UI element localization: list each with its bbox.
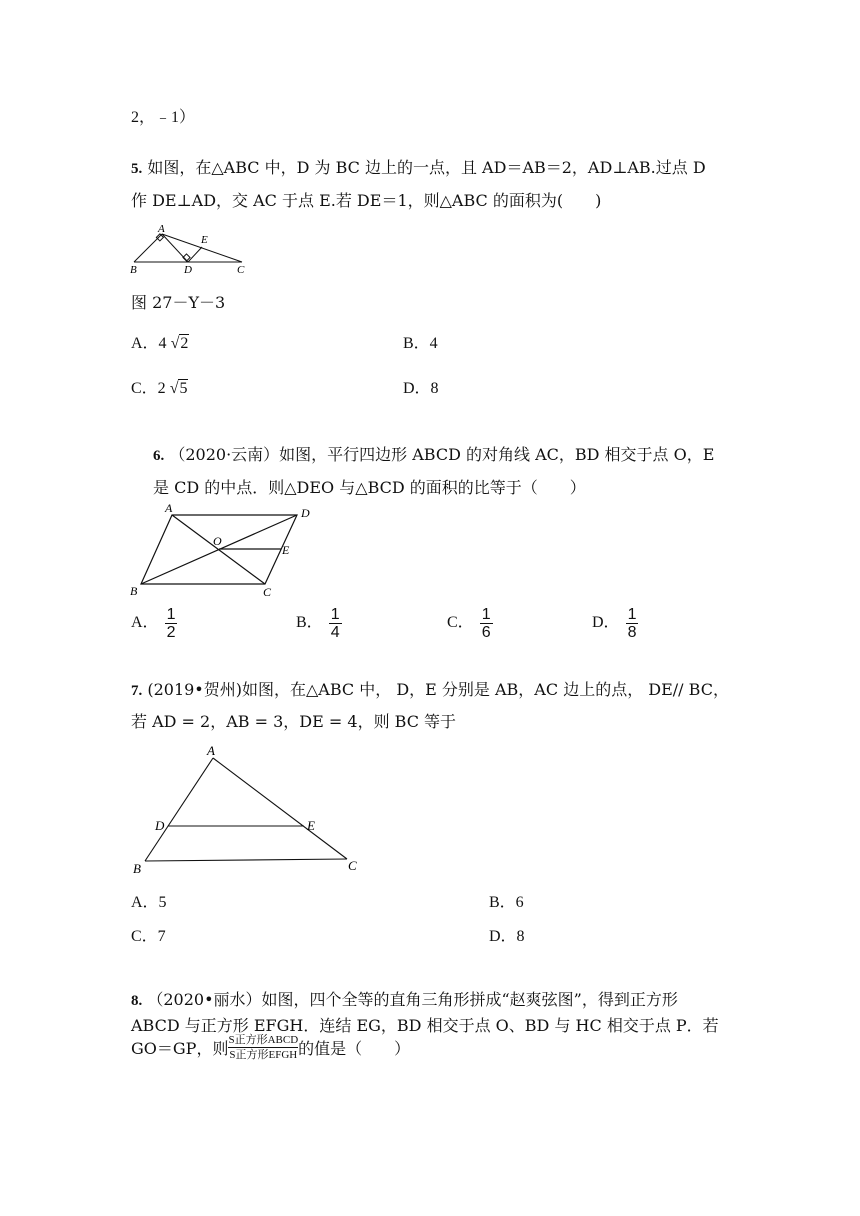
q5-option-a-prefix: A．4 (131, 335, 167, 352)
q5-label-e: E (201, 234, 208, 246)
question-6-text-1: （2020·云南）如图，平行四边形 ABCD 的对角线 AC，BD 相交于点 O，E (169, 445, 715, 464)
fraction-denominator: S正方形EFGH (229, 1049, 298, 1061)
denominator: 8 (627, 624, 637, 641)
question-6-option-c (447, 606, 493, 641)
question-6-option-d (592, 606, 638, 641)
question-7-line-2: 若 AD = 2，AB = 3，DE = 4，则 BC 等于 (131, 712, 457, 731)
q6-label-b: B (130, 584, 138, 598)
question-8-line-3 (131, 1033, 410, 1062)
q6-label-a: A (165, 501, 173, 515)
q7-label-b: B (133, 861, 141, 876)
sqrt-symbol: √5 (169, 380, 188, 397)
question-7-figure (125, 740, 370, 878)
question-7-option-a: A．5 (131, 894, 167, 911)
q6-label-d: D (301, 506, 310, 520)
sqrt-symbol: √2 (170, 335, 189, 352)
question-6-figure (125, 500, 325, 600)
q5-option-c-prefix: C．2 (131, 380, 166, 397)
question-8-text-3-prefix: GO＝GP，则 (131, 1039, 229, 1058)
denominator: 2 (166, 624, 176, 641)
question-6-option-b (296, 606, 342, 641)
question-6-option-a (131, 606, 177, 641)
question-5-line-1 (131, 155, 706, 178)
fraction-numerator: S正方形ABCD (228, 1034, 299, 1046)
question-5-number: 5. (131, 161, 143, 177)
question-8-line-1 (131, 987, 678, 1010)
question-5-text-1: 如图，在△ABC 中，D 为 BC 边上的一点，且 AD＝AB＝2，AD⊥AB.过点 D (147, 158, 706, 177)
q6-option-c-letter: C． (447, 614, 474, 632)
fraction (480, 606, 493, 641)
q6-label-e: E (282, 543, 290, 557)
q5-option-c-radicand: 5 (179, 380, 188, 397)
fraction (329, 606, 342, 641)
q5-label-b: B (130, 264, 137, 276)
denominator: 4 (330, 624, 340, 641)
question-7-option-b: B．6 (489, 894, 524, 911)
question-8-text-1: （2020•丽水）如图，四个全等的直角三角形拼成“赵爽弦图”，得到正方形 (147, 990, 678, 1009)
numerator: 1 (481, 606, 491, 623)
question-5-option-b: B．4 (403, 335, 438, 352)
q6-option-b-letter: B． (296, 614, 323, 632)
q7-label-c: C (348, 858, 357, 873)
q5-label-c: C (237, 264, 245, 276)
denominator: 6 (481, 624, 491, 641)
fraction (165, 606, 178, 641)
area-ratio-fraction (228, 1033, 298, 1062)
question-5-figure-caption: 图 27－Y－3 (131, 293, 226, 312)
q6-option-a-letter: A． (131, 614, 159, 632)
numerator: 1 (166, 606, 176, 623)
question-5-option-d: D．8 (403, 380, 439, 397)
previous-question-tail: 2，﹣1） (131, 109, 196, 126)
question-6-number: 6. (153, 448, 165, 464)
question-5-figure (128, 222, 253, 277)
question-5-option-c (131, 375, 188, 398)
fraction (626, 606, 639, 641)
q7-label-e: E (307, 818, 315, 833)
q7-label-d: D (155, 818, 165, 833)
q5-label-a: A (158, 223, 165, 235)
question-8-number: 8. (131, 993, 143, 1009)
numerator: 1 (627, 606, 637, 623)
question-7-option-c: C．7 (131, 928, 166, 945)
question-6-line-1 (153, 442, 714, 465)
question-7-line-1 (131, 677, 729, 700)
q6-label-c: C (263, 585, 272, 599)
q6-label-o: O (213, 534, 222, 548)
question-8-text-3-suffix: 的值是（ ） (298, 1039, 411, 1058)
question-7-text-1: (2019•贺州)如图，在△ABC 中， D，E 分别是 AB，AC 边上的点， DE// BC， (147, 680, 729, 699)
question-5-line-2: 作 DE⊥AD，交 AC 于点 E.若 DE＝1，则△ABC 的面积为( ) (131, 191, 602, 210)
q5-label-d: D (184, 264, 192, 276)
question-8-line-2: ABCD 与正方形 EFGH．连结 EG，BD 相交于点 O、BD 与 HC 相交于点 P．若 (131, 1016, 719, 1035)
question-5-option-a (131, 330, 189, 353)
q5-option-a-radicand: 2 (180, 335, 189, 352)
q7-label-a: A (207, 743, 215, 758)
numerator: 1 (330, 606, 340, 623)
question-6-line-2: 是 CD 的中点．则△DEO 与△BCD 的面积的比等于（ ） (153, 478, 586, 497)
question-7-number: 7. (131, 683, 143, 699)
question-7-option-d: D．8 (489, 928, 525, 945)
q6-option-d-letter: D． (592, 614, 620, 632)
